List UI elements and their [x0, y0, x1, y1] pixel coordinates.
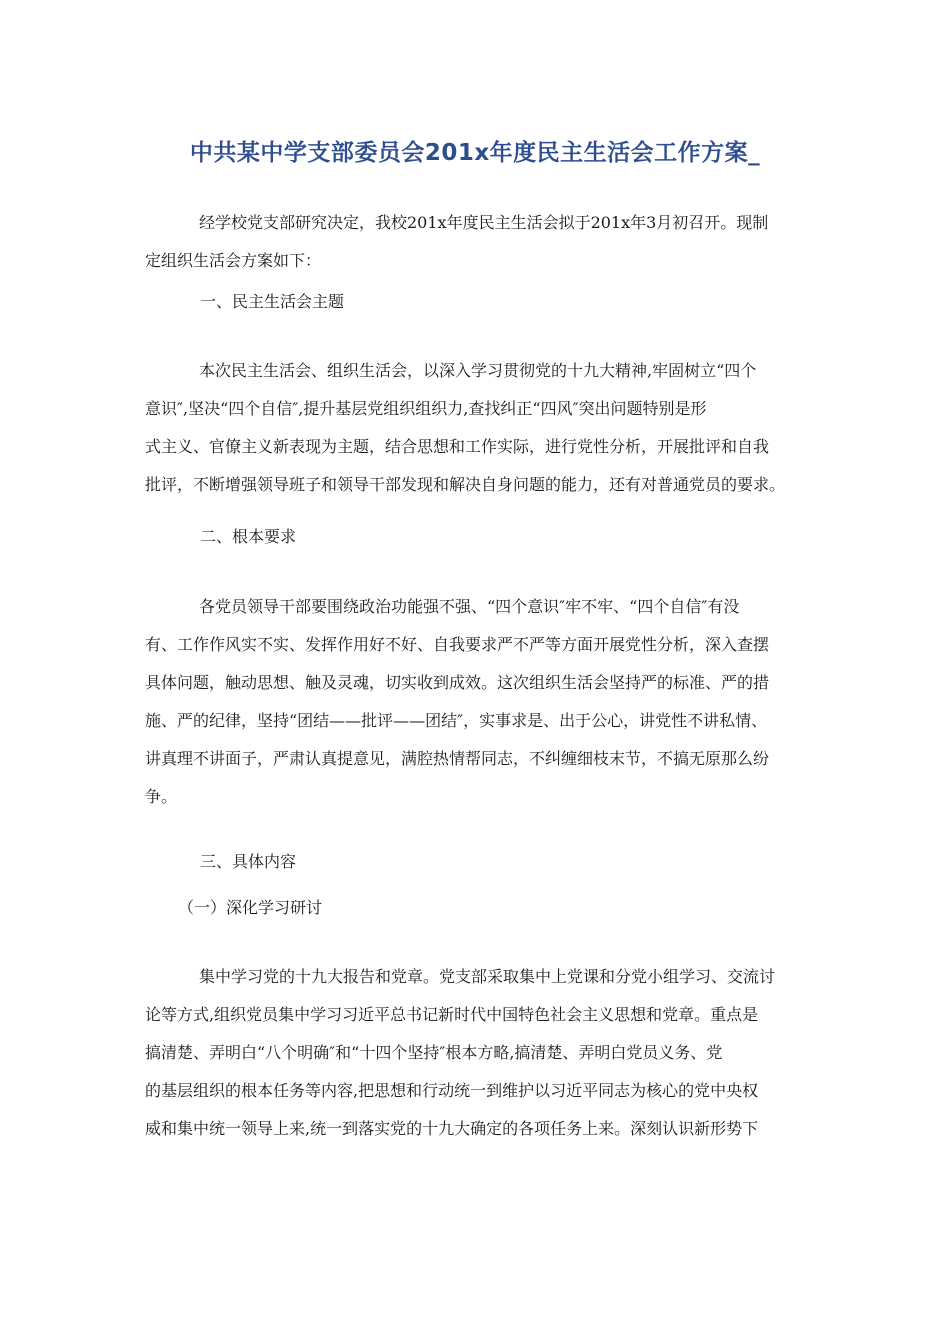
paragraph-line: 具体问题，触动思想、触及灵魂，切实收到成效。这次组织生活会坚持严的标准、严的措: [145, 673, 770, 692]
paragraph-line: 威和集中统一领导上来,统一到落实党的十九大确定的各项任务上来。深刻认识新形势下: [145, 1119, 759, 1138]
intro-line: 定组织生活会方案如下：: [145, 251, 322, 270]
section2-paragraph: [145, 588, 810, 816]
intro-line: 经学校党支部研究决定，我校201x年度民主生活会拟于201x年3月初召开。现制: [199, 213, 769, 232]
section2-heading: 二、根本要求: [200, 527, 297, 546]
paragraph-line: 有、工作作风实不实、发挥作用好不好、自我要求严不严等方面开展党性分析，深入查摆: [145, 635, 770, 654]
subsection1-heading: （一）深化学习研讨: [178, 898, 323, 917]
paragraph-line: 意识″,坚决“四个自信″,提升基层党组织组织力,查找纠正“四风″突出问题特别是形: [145, 399, 707, 418]
paragraph-line: 批评，不断增强领导班子和领导干部发现和解决自身问题的能力，还有对普通党员的要求。: [145, 475, 786, 494]
intro-paragraph: [145, 204, 810, 280]
paragraph-line: 争。: [145, 787, 178, 806]
paragraph-line: 讲真理不讲面子，严肃认真提意见，满腔热情帮同志，不纠缠细枝末节，不搞无原那么纷: [145, 749, 770, 768]
document-title: 中共某中学支部委员会201x年度民主生活会工作方案_: [189, 140, 761, 166]
subsection1-paragraph: [145, 958, 810, 1148]
paragraph-line: 本次民主生活会、组织生活会，以深入学习贯彻党的十九大精神,牢固树立“四个: [199, 361, 757, 380]
section1-paragraph: [145, 352, 810, 504]
paragraph-line: 施、严的纪律，坚持“团结——批评——团结″，实事求是、出于公心，讲党性不讲私情、: [145, 711, 768, 730]
paragraph-line: 各党员领导干部要围绕政治功能强不强、“四个意识″牢不牢、“四个自信″有没: [199, 597, 740, 616]
paragraph-line: 的基层组织的根本任务等内容,把思想和行动统一到维护以习近平同志为核心的党中央权: [145, 1081, 759, 1100]
paragraph-line: 式主义、官僚主义新表现为主题，结合思想和工作实际，进行党性分析，开展批评和自我: [145, 437, 770, 456]
section1-heading: 一、民主生活会主题: [200, 292, 345, 311]
paragraph-line: 论等方式,组织党员集中学习习近平总书记新时代中国特色社会主义思想和党章。重点是: [145, 1005, 759, 1024]
paragraph-line: 搞清楚、弄明白“八个明确″和“十四个坚持″根本方略,搞清楚、弄明白党员义务、党: [145, 1043, 723, 1062]
section3-heading: 三、具体内容: [200, 852, 297, 871]
paragraph-line: 集中学习党的十九大报告和党章。党支部采取集中上党课和分党小组学习、交流讨: [199, 967, 776, 986]
